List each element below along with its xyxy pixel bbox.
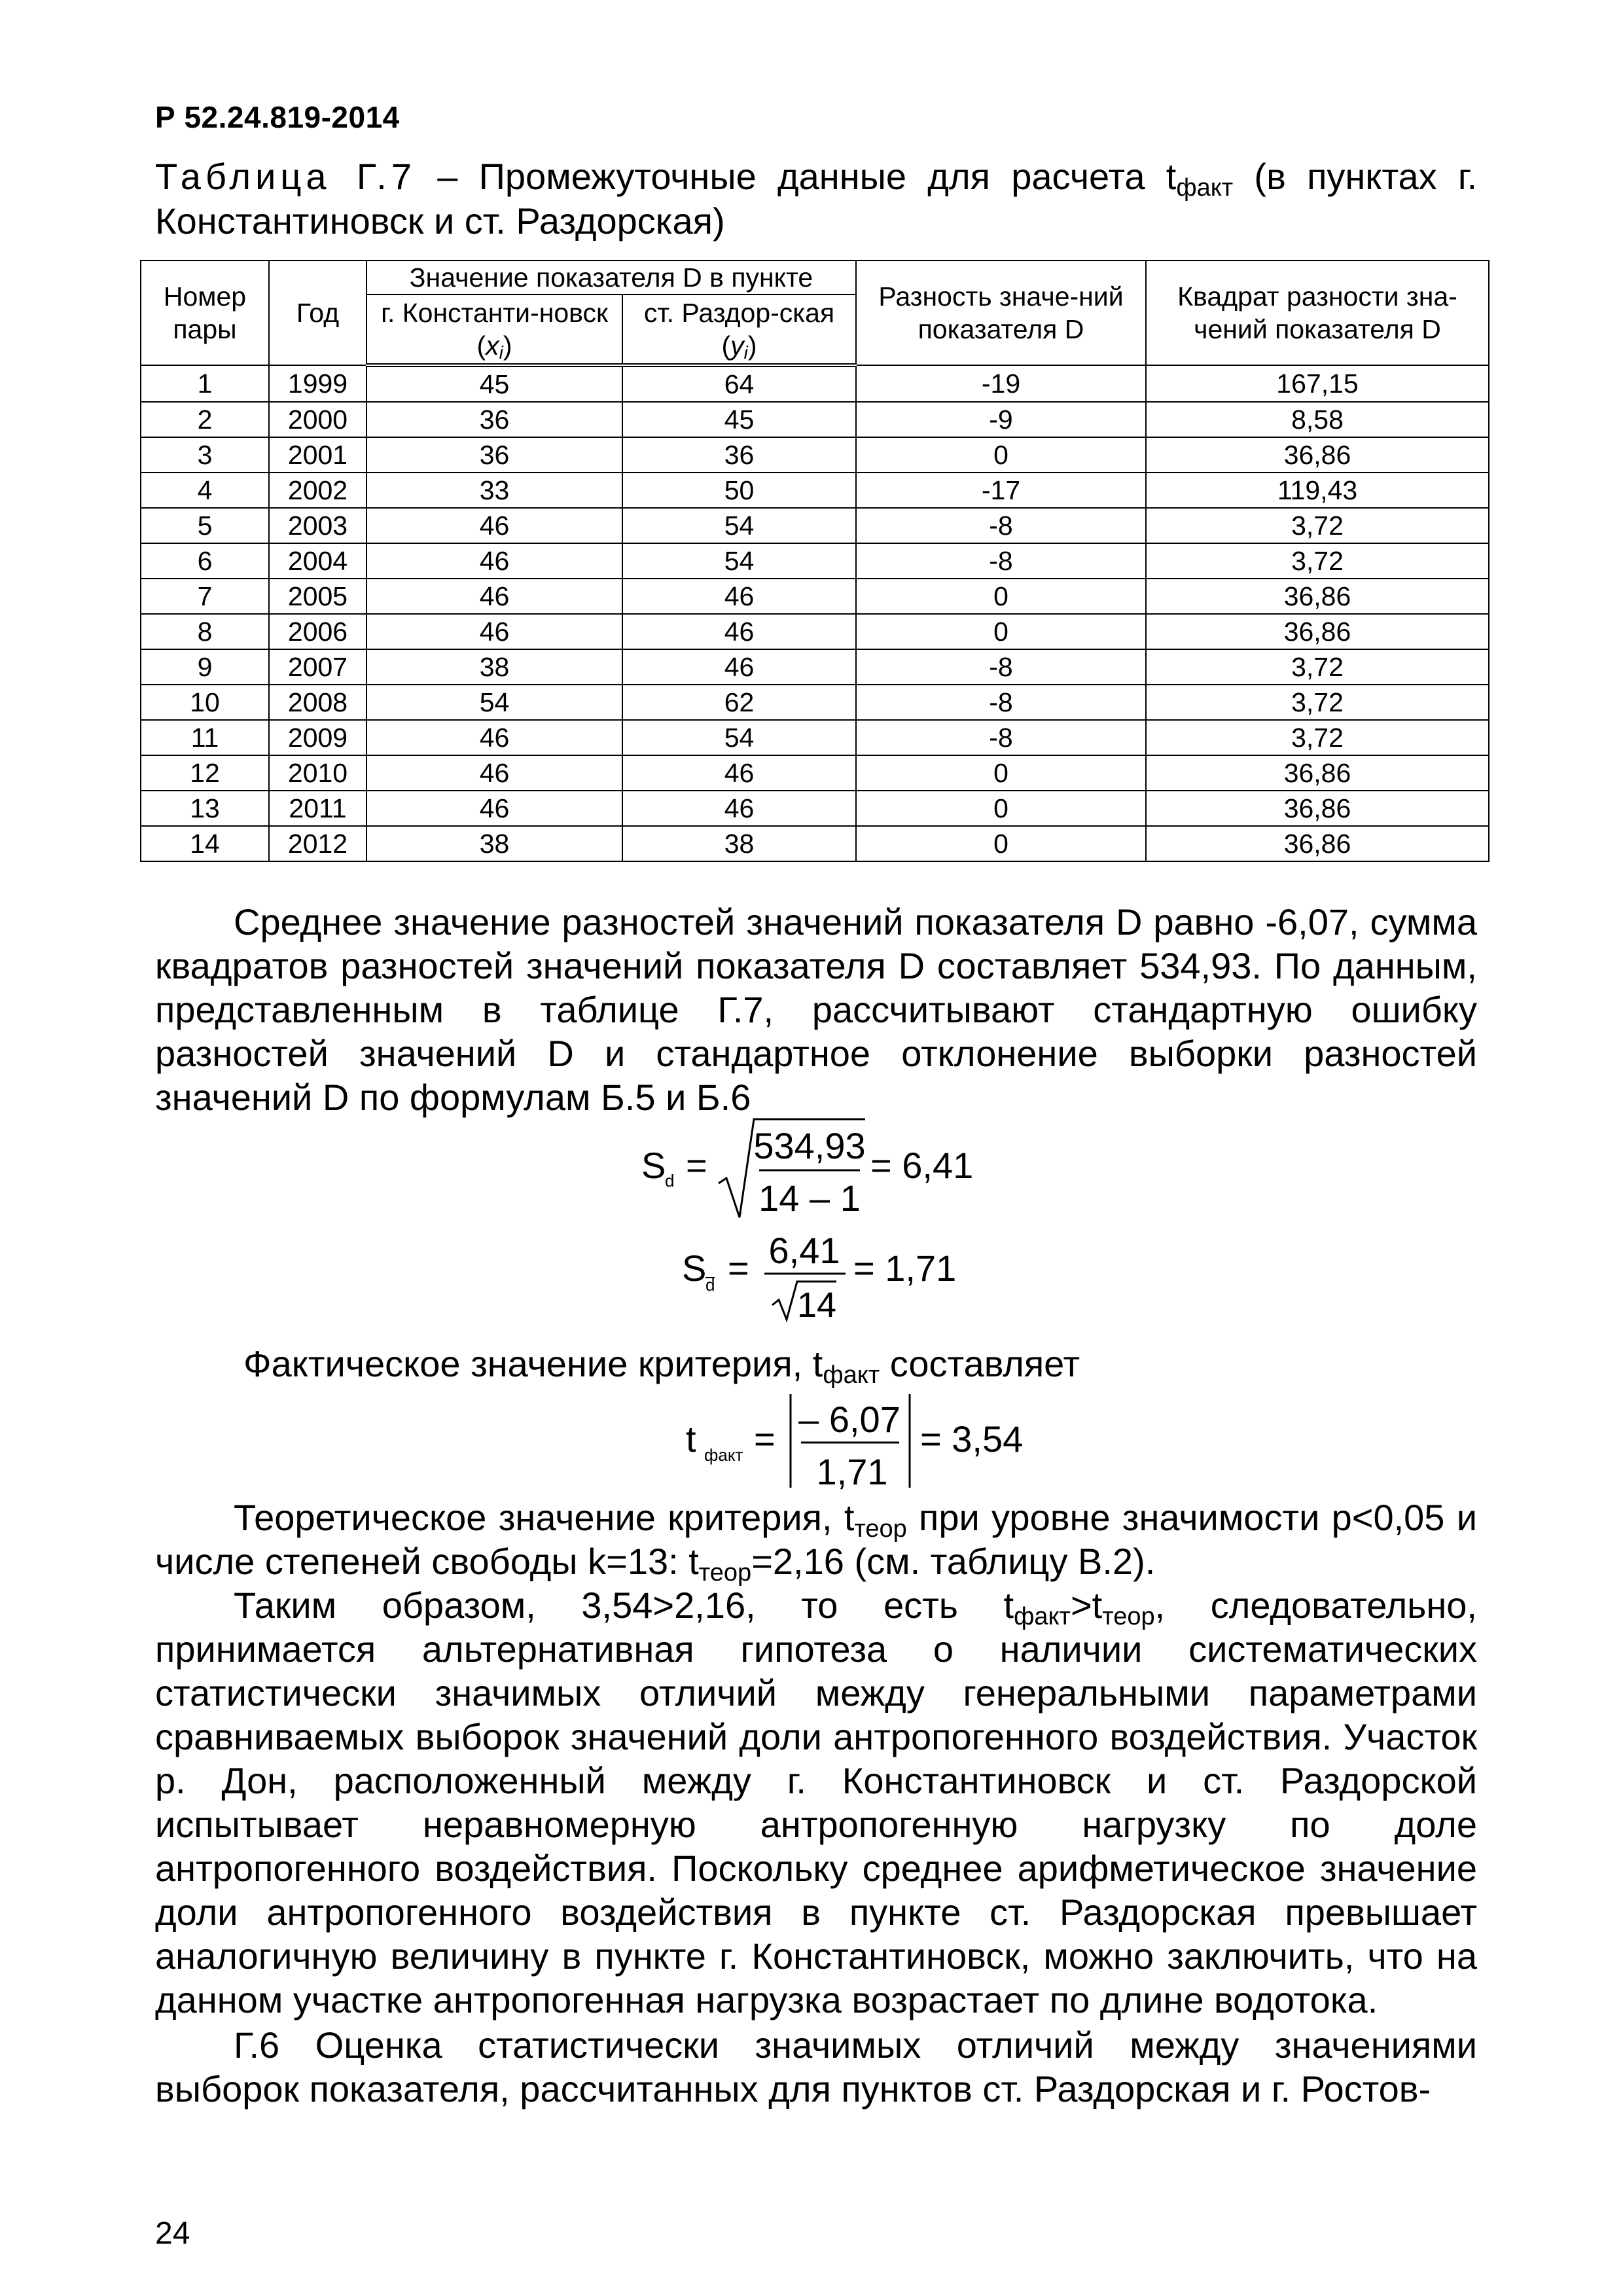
cell-difference: -8 <box>856 543 1146 579</box>
cell-konstantinovsk: 38 <box>366 826 622 861</box>
cell-square: 167,15 <box>1146 365 1489 402</box>
cell-razdorskaya: 54 <box>622 508 856 543</box>
formula-sd-result: = 6,41 <box>870 1145 974 1186</box>
cell-razdorskaya: 54 <box>622 720 856 755</box>
formula-t-fact-numerator: – 6,07 <box>798 1399 901 1440</box>
table-row <box>141 437 1489 473</box>
cell-konstantinovsk: 46 <box>366 543 622 579</box>
formula-sd-sub: d <box>665 1171 675 1191</box>
table-row <box>141 543 1489 579</box>
paragraph-conclusion: Таким образом, 3,54>2,16, то есть $t_{факт}>t_{теор}$, следовательно, принимается альтернативная гипотеза о наличии систематических статистически значимых отличий между генеральными параметрами сравниваемых выборок значений доли антропогенного воздействия. Участок р. Дон, расположенный между г. Константиновск и ст. Раздорской испытывает неравномерную антропогенную нагрузку по доле антропогенного воздействия. Поскольку среднее арифметическое значение доли антропогенного воздействия в пункте ст. Раздорская превышает аналогичную величину в пункте г. Константиновск, можно заключить, что на данном участке антропогенная нагрузка возрастает по длине водотока. <box>155 1585 1477 2020</box>
caption-label: Таблица Г.7 <box>155 156 417 197</box>
cell-difference: -8 <box>856 649 1146 685</box>
formula-t-fact-sub: факт <box>704 1445 743 1465</box>
header-year: Год <box>269 260 366 365</box>
cell-razdorskaya: 46 <box>622 791 856 826</box>
cell-razdorskaya: 46 <box>622 755 856 791</box>
cell-square: 36,86 <box>1146 755 1489 791</box>
table-body <box>141 365 1489 861</box>
formula-t-fact-denominator: 1,71 <box>816 1451 888 1492</box>
cell-pair: 8 <box>141 614 269 649</box>
table-row <box>141 720 1489 755</box>
table-row <box>141 508 1489 543</box>
cell-difference: 0 <box>856 579 1146 614</box>
cell-difference: -8 <box>856 508 1146 543</box>
cell-difference: 0 <box>856 826 1146 861</box>
cell-square: 36,86 <box>1146 437 1489 473</box>
cell-square: 3,72 <box>1146 543 1489 579</box>
formula-sd-denominator: 14 – 1 <box>758 1177 861 1219</box>
formula-sd-eq: = <box>686 1145 707 1186</box>
table-row <box>141 791 1489 826</box>
cell-pair: 2 <box>141 402 269 437</box>
cell-year: 2007 <box>269 649 366 685</box>
cell-pair: 3 <box>141 437 269 473</box>
formula-sd-mean-result: = 1,71 <box>853 1247 957 1289</box>
cell-year: 2003 <box>269 508 366 543</box>
cell-razdorskaya: 54 <box>622 543 856 579</box>
cell-konstantinovsk: 46 <box>366 579 622 614</box>
cell-konstantinovsk: 46 <box>366 791 622 826</box>
cell-difference: -8 <box>856 685 1146 720</box>
header-difference: Разность значе-ний показателя D <box>856 260 1146 365</box>
cell-square: 3,72 <box>1146 720 1489 755</box>
formula-t-fact-result: = 3,54 <box>920 1418 1024 1460</box>
table-row <box>141 614 1489 649</box>
cell-square: 3,72 <box>1146 508 1489 543</box>
formula-t-fact-eq: = <box>754 1418 776 1460</box>
cell-konstantinovsk: 45 <box>366 365 622 402</box>
cell-razdorskaya: 38 <box>622 826 856 861</box>
cell-razdorskaya: 46 <box>622 579 856 614</box>
cell-year: 2002 <box>269 473 366 508</box>
cell-pair: 14 <box>141 826 269 861</box>
cell-year: 1999 <box>269 365 366 402</box>
formula-t-fact <box>681 1386 1047 1498</box>
document-code: Р 52.24.819-2014 <box>155 100 400 134</box>
cell-pair: 5 <box>141 508 269 543</box>
header-konstantinovsk: г. Константи-новск $(x_i)$ <box>366 295 622 365</box>
cell-razdorskaya: 62 <box>622 685 856 720</box>
cell-square: 119,43 <box>1146 473 1489 508</box>
table-row <box>141 365 1489 402</box>
cell-square: 3,72 <box>1146 649 1489 685</box>
cell-pair: 13 <box>141 791 269 826</box>
cell-konstantinovsk: 46 <box>366 755 622 791</box>
cell-difference: 0 <box>856 614 1146 649</box>
cell-year: 2010 <box>269 755 366 791</box>
table-row <box>141 402 1489 437</box>
formula-sd <box>635 1113 1027 1224</box>
cell-difference: -8 <box>856 720 1146 755</box>
cell-square: 36,86 <box>1146 791 1489 826</box>
cell-difference: 0 <box>856 437 1146 473</box>
cell-difference: -17 <box>856 473 1146 508</box>
cell-difference: -9 <box>856 402 1146 437</box>
cell-year: 2011 <box>269 791 366 826</box>
cell-konstantinovsk: 36 <box>366 437 622 473</box>
cell-razdorskaya: 45 <box>622 402 856 437</box>
caption-subscript: факт <box>1176 174 1234 202</box>
formula-sd-mean-lhs: S <box>682 1247 707 1289</box>
cell-year: 2006 <box>269 614 366 649</box>
cell-year: 2009 <box>269 720 366 755</box>
cell-razdorskaya: 46 <box>622 649 856 685</box>
cell-pair: 11 <box>141 720 269 755</box>
header-square: Квадрат разности зна-чений показателя D <box>1146 260 1489 365</box>
cell-year: 2000 <box>269 402 366 437</box>
data-table <box>140 260 1489 862</box>
formula-sd-mean-numerator: 6,41 <box>768 1230 840 1271</box>
cell-year: 2001 <box>269 437 366 473</box>
cell-konstantinovsk: 46 <box>366 720 622 755</box>
cell-konstantinovsk: 46 <box>366 614 622 649</box>
cell-square: 3,72 <box>1146 685 1489 720</box>
cell-razdorskaya: 50 <box>622 473 856 508</box>
cell-difference: 0 <box>856 791 1146 826</box>
cell-pair: 4 <box>141 473 269 508</box>
cell-razdorskaya: 36 <box>622 437 856 473</box>
table-caption <box>155 154 1477 243</box>
formula-sd-mean-eq: = <box>728 1247 749 1289</box>
formula-sd-lhs: S <box>641 1145 666 1186</box>
fact-line: Фактическое значение критерия, $t_{факт}$ составляет <box>243 1343 1080 1389</box>
cell-pair: 6 <box>141 543 269 579</box>
table-row <box>141 826 1489 861</box>
cell-square: 36,86 <box>1146 614 1489 649</box>
cell-difference: -19 <box>856 365 1146 402</box>
cell-year: 2008 <box>269 685 366 720</box>
paragraph-section-g6: Г.6 Оценка статистически значимых отличий между значениями выборок показателя, рассчитанных для пунктов ст. Раздорская и г. Ростов- <box>155 2024 1477 2109</box>
cell-year: 2004 <box>269 543 366 579</box>
header-group: Значение показателя D в пункте <box>366 260 856 295</box>
caption-text-after: (в пунктах г. Константиновск и ст. Раздорская) <box>155 156 1478 242</box>
table-row <box>141 755 1489 791</box>
cell-difference: 0 <box>856 755 1146 791</box>
table-row <box>141 685 1489 720</box>
caption-text-before: – Промежуточные данные для расчета t <box>416 156 1177 197</box>
formula-t-fact-lhs: t <box>686 1418 696 1460</box>
header-pair: Номер пары <box>141 260 269 365</box>
cell-pair: 12 <box>141 755 269 791</box>
cell-square: 36,86 <box>1146 826 1489 861</box>
cell-konstantinovsk: 36 <box>366 402 622 437</box>
cell-konstantinovsk: 33 <box>366 473 622 508</box>
page-number: 24 <box>155 2216 190 2251</box>
cell-razdorskaya: 64 <box>622 365 856 402</box>
cell-square: 36,86 <box>1146 579 1489 614</box>
cell-konstantinovsk: 54 <box>366 685 622 720</box>
formula-sd-mean <box>675 1225 1016 1330</box>
header-razdorskaya: ст. Раздор-ская $(y_i)$ <box>622 295 856 365</box>
paragraph-mean: Среднее значение разностей значений показателя D равно -6,07, сумма квадратов разностей значений показателя D составляет 534,93. По данным, представленным в таблице Г.7, рассчитывают стандартную ошибку разностей значений D и стандартное отклонение выборки разностей значений D по формулам Б.5 и Б.6 <box>155 901 1477 1118</box>
cell-square: 8,58 <box>1146 402 1489 437</box>
cell-konstantinovsk: 38 <box>366 649 622 685</box>
cell-pair: 9 <box>141 649 269 685</box>
formula-sd-mean-denominator: 14 <box>796 1285 837 1325</box>
table-row <box>141 473 1489 508</box>
cell-year: 2005 <box>269 579 366 614</box>
formula-sd-mean-sub: d <box>705 1275 715 1295</box>
cell-razdorskaya: 46 <box>622 614 856 649</box>
cell-konstantinovsk: 46 <box>366 508 622 543</box>
cell-pair: 1 <box>141 365 269 402</box>
paragraph-theoretical: Теоретическое значение критерия, $t_{теор}$ при уровне значимости p<0,05 и числе степеней свободы k=13: $t_{теор}=2,16$ (см. таблицу В.2). <box>155 1497 1477 1587</box>
cell-pair: 10 <box>141 685 269 720</box>
cell-year: 2012 <box>269 826 366 861</box>
table-row <box>141 649 1489 685</box>
table-row <box>141 579 1489 614</box>
cell-pair: 7 <box>141 579 269 614</box>
formula-sd-numerator: 534,93 <box>753 1125 866 1166</box>
